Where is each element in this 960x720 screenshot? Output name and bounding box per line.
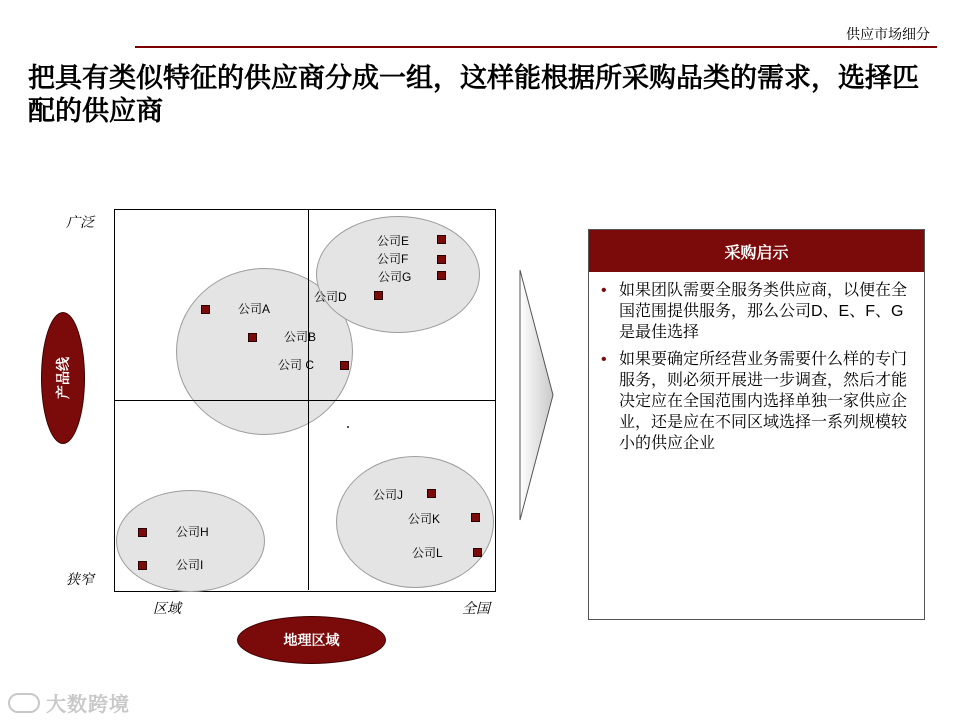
company-e-marker	[437, 235, 446, 244]
top-rule	[135, 46, 937, 48]
center-dot	[347, 426, 349, 428]
company-f-label: 公司F	[377, 252, 409, 266]
company-c-label: 公司 C	[278, 358, 315, 372]
insight-bullet: • 如果要确定所经营业务需要什么样的专门服务，则必须开展进一步调查，然后才能决定应在全国范围内选择单独一家供应企业，还是应在不同区域选择一系列规模较小的供应企业	[601, 349, 912, 454]
horizontal-divider	[114, 400, 496, 401]
watermark-logo	[8, 688, 130, 717]
company-j-label: 公司J	[373, 488, 404, 502]
company-f-marker	[437, 255, 446, 264]
page-title: 把具有类似特征的供应商分成一组，这样能根据所采购品类的需求，选择匹配的供应商	[28, 63, 919, 126]
panel-heading: 采购启示	[589, 230, 924, 272]
insight-bullet: • 如果团队需要全服务类供应商，以便在全国范围提供服务，那么公司D、E、F、G是最佳选择	[601, 280, 912, 343]
company-c-marker	[340, 361, 349, 370]
company-l-label: 公司L	[412, 546, 443, 560]
panel-body	[589, 272, 924, 454]
company-i-label: 公司I	[176, 558, 204, 572]
company-j-marker	[427, 489, 436, 498]
y-axis-high-label: 广泛	[66, 214, 94, 230]
company-e-label: 公司E	[377, 234, 410, 248]
y-axis-low-label: 狭窄	[66, 571, 94, 587]
company-a-label: 公司A	[238, 302, 271, 316]
chevron-right-arrow-icon	[518, 268, 556, 522]
y-axis-title: 产品线	[55, 357, 71, 399]
logo-mark-icon	[8, 693, 40, 713]
company-l-marker	[473, 548, 482, 557]
x-axis-high-label: 全国	[462, 600, 490, 616]
company-h-label: 公司H	[176, 525, 209, 539]
company-b-marker	[248, 333, 257, 342]
company-i-marker	[138, 561, 147, 570]
x-axis-title-badge	[237, 616, 386, 664]
procurement-insight-panel	[588, 229, 925, 620]
company-h-marker	[138, 528, 147, 537]
company-d-label: 公司D	[314, 290, 347, 304]
company-b-label: 公司B	[284, 330, 317, 344]
company-d-marker	[374, 291, 383, 300]
bubble-regional-narrow	[116, 490, 265, 592]
section-label: 供应市场细分	[846, 26, 930, 42]
company-g-label: 公司G	[378, 270, 412, 284]
x-axis-title: 地理区域	[283, 632, 340, 648]
x-axis-low-label: 区域	[153, 600, 181, 616]
company-a-marker	[201, 305, 210, 314]
company-k-marker	[471, 513, 480, 522]
logo-text: 大数跨境	[46, 694, 130, 716]
company-k-label: 公司K	[408, 512, 441, 526]
company-g-marker	[437, 271, 446, 280]
y-axis-title-badge	[41, 312, 85, 444]
